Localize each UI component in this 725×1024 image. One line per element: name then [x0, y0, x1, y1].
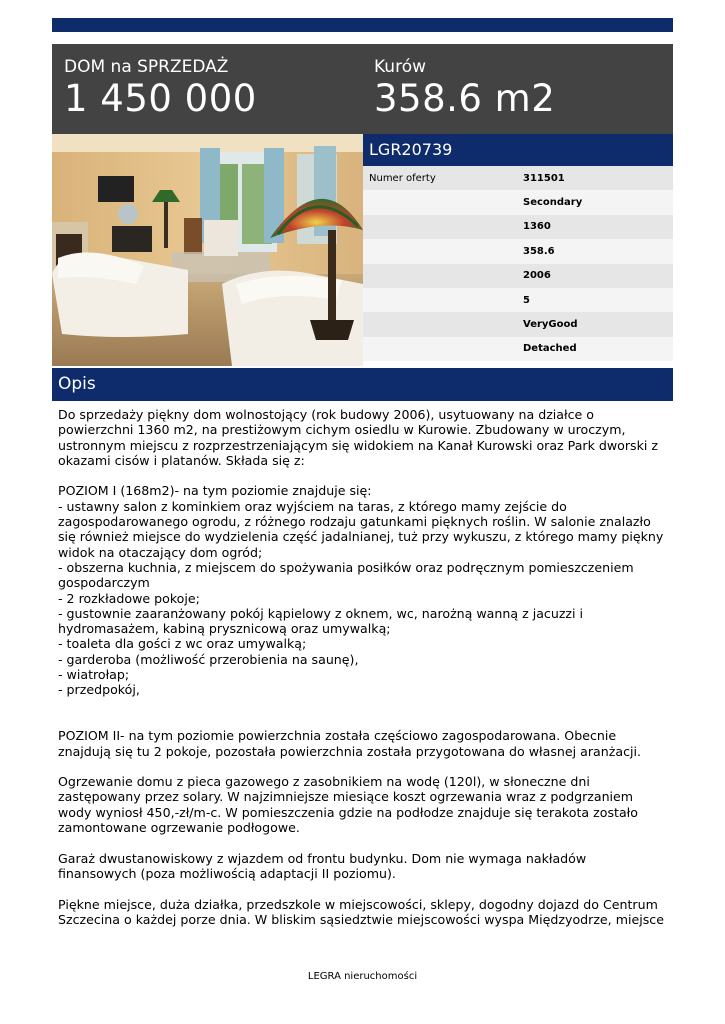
listing-price: 1 450 000 — [64, 77, 257, 120]
level1-item: - gustownie zaaranżowany pokój kąpielowy z oknem, wc, narożną wanną z jacuzzi i hydromasażem, kabiną prysznicową oraz umywalką; — [58, 605, 584, 637]
header-left — [64, 56, 257, 120]
property-photo — [52, 134, 363, 366]
row-value: 2006 — [523, 270, 551, 282]
level1-item: - przedpokój, — [58, 682, 140, 698]
header-right — [374, 56, 555, 120]
table-row — [363, 239, 673, 263]
listing-header — [52, 44, 673, 134]
level1-item: - toaleta dla gości z wc oraz umywalką; — [58, 636, 307, 652]
row-value: 311501 — [523, 172, 565, 184]
row-value: 1360 — [523, 221, 551, 233]
table-row — [363, 215, 673, 239]
table-row — [363, 337, 673, 361]
row-key: Numer oferty — [369, 172, 436, 184]
offer-reference: LGR20739 — [363, 134, 673, 166]
table-row — [363, 312, 673, 336]
table-row — [363, 190, 673, 214]
level1-item: - wiatrołap; — [58, 667, 130, 683]
level1-item: - obszerna kuchnia, z miejscem do spożywania posiłków oraz podręcznym pomieszczeniem gospodarczym — [58, 559, 634, 591]
details-table — [363, 166, 673, 361]
listing-location: Kurów — [374, 57, 426, 77]
level1-item: - 2 rozkładowe pokoje; — [58, 590, 200, 606]
table-row — [363, 288, 673, 312]
table-row — [363, 166, 673, 190]
level1-item: - ustawny salon z kominkiem oraz wyjściem na taras, z którego mamy zejście do zagospodarowanego ogrodu, z różnego rodzaju gatunkami pięknych roślin. W salonie znalazło się również miejsce do wydzielenia część jadalnianej, tuż przy wykuszu, z którego mamy piękny widok na otaczający dom ogród; — [58, 498, 664, 560]
level1-heading: POZIOM I (168m2)- na tym poziomie znajduje się: — [58, 483, 372, 499]
listing-type: DOM na SPRZEDAŻ — [64, 57, 229, 77]
level1-item: - garderoba (możliwość przerobienia na saunę), — [58, 651, 359, 667]
table-row — [363, 264, 673, 288]
top-accent-bar — [52, 18, 673, 32]
section-title-opis: Opis — [52, 368, 673, 401]
row-value: Detached — [523, 343, 577, 355]
description-intro: Do sprzedaży piękny dom wolnostojący (rok budowy 2006), usytuowany na działce o powierzchni 1360 m2, na prestiżowym cichym osiedlu w Kurowie. Zbudowany w uroczym, ustronnym miejscu z rozprzestrzeniającym się widokiem na Kanał Kurowski oraz Park dworski z okazami cisów i platanów. Składa się z: — [58, 407, 659, 468]
description-heating: Ogrzewanie domu z pieca gazowego z zasobnikiem na wodę (120l), w słoneczne dni zastępowany przez solary. W najzimniejsze miesiące koszt ogrzewania wraz z podgrzaniem wody wyniosł 450,-zł/m-c. W pomieszczenia gdzie na podłodze znajduje się terakota zostało zamontowane ogrzewanie podłogowe. — [58, 774, 638, 836]
footer-agency: LEGRA nieruchomości — [307, 971, 418, 982]
row-value: 5 — [523, 294, 530, 306]
description-location: Piękne miejsce, duża działka, przedszkole w miejscowości, sklepy, dogodny dojazd do Centrum Szczecina o każdej porze dnia. W bliskim sąsiedztwie miejscowości wyspa Międzyodrze, miejsce — [58, 896, 664, 927]
row-value: Secondary — [523, 197, 583, 209]
row-value: VeryGood — [523, 319, 578, 331]
description-level2: POZIOM II- na tym poziomie powierzchnia została częściowo zagospodarowana. Obecnie znajdują się tu 2 pokoje, pozostała powierzchnia została przygotowana do własnej aranżacji. — [58, 728, 641, 759]
listing-area: 358.6 m2 — [374, 77, 556, 120]
description — [58, 407, 666, 927]
living-room-photo — [52, 134, 363, 366]
row-value: 358.6 — [523, 245, 555, 257]
description-garage: Garaż dwustanowiskowy z wjazdem od frontu budynku. Dom nie wymaga nakładów finansowych (poza możliwością adaptacji II poziomu). — [58, 850, 587, 881]
